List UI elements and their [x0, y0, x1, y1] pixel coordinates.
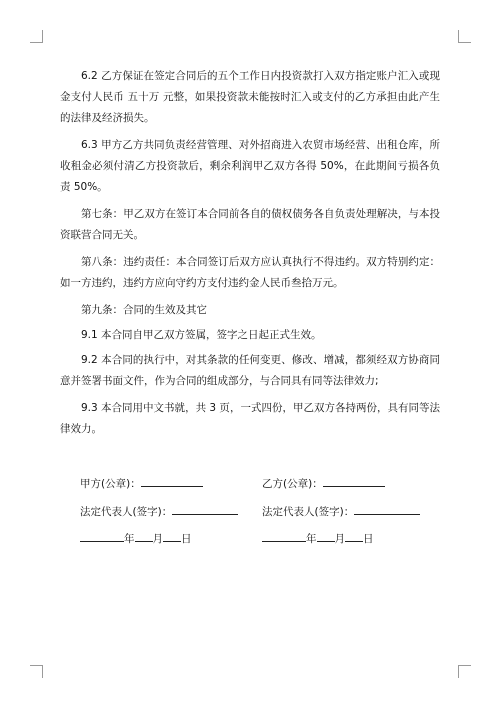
clause-6-2: 6.2 乙方保证在签定合同后的五个工作日内投资款打入双方指定账户汇入或现金支付人民币 五十万 元整，如果投资款未能按时汇入或支付的乙方承担由此产生的法律及经济损失。: [60, 70, 440, 124]
clause-9-1: 9.1 本合同自甲乙双方签属，签字之日起正式生效。: [81, 329, 322, 341]
date-a-year: 年: [124, 533, 135, 545]
rep-a-line: [172, 502, 238, 515]
party-a-seal-label: 甲方(公章)：: [80, 478, 141, 490]
rep-a: [80, 502, 238, 520]
date-b-year-line: [262, 529, 306, 542]
article-9-title: 第九条：合同的生效及其它: [81, 304, 207, 316]
party-a-seal: [80, 474, 203, 492]
date-a-day-line: [163, 529, 181, 542]
rep-b-line: [354, 502, 420, 515]
date-b-day: 日: [363, 533, 374, 545]
date-a-day: 日: [181, 533, 192, 545]
article-7: 第七条：甲乙双方在签订本合同前各自的债权债务各自负责处理解决，与本投资联营合同无关。: [60, 208, 440, 241]
date-b-day-line: [345, 529, 363, 542]
party-b-seal-label: 乙方(公章)：: [262, 478, 323, 490]
article-8: 第八条：违约责任：本合同签订后双方应认真执行不得违约。双方特别约定：如一方违约，违约方应向守约方支付违约金人民币叁拾万元。: [60, 256, 440, 289]
rep-b-label: 法定代表人(签字)：: [262, 506, 355, 518]
date-b-year: 年: [306, 533, 317, 545]
date-row: [80, 529, 440, 545]
date-a: [80, 529, 192, 547]
clause-9-2: 9.2 本合同的执行中，对其条款的任何变更、修改、增减，都须经双方协商同意并签署书面文件，作为合同的组成部分，与合同具有同等法律效力;: [60, 354, 440, 387]
clause-6-3: 6.3 甲方乙方共同负责经营管理、对外招商进入农贸市场经营、出租仓库，所收租金必须付清乙方投资款后，剩余利润甲乙双方各得 50%，在此期间亏损各负责 50%。: [60, 139, 440, 193]
signature-block: [80, 474, 440, 545]
seal-row: [80, 474, 440, 490]
crop-mark-bottom-right: [458, 665, 471, 678]
date-a-year-line: [80, 529, 124, 542]
date-a-month-line: [135, 529, 153, 542]
representative-row: [80, 502, 440, 518]
date-a-month: 月: [152, 533, 163, 545]
date-b-month: 月: [334, 533, 345, 545]
contract-body: [60, 66, 440, 446]
clause-9-3: 9.3 本合同用中文书就，共 3 页，一式四份，甲乙双方各持两份，具有同等法律效力。: [60, 402, 440, 435]
crop-mark-bottom-left: [30, 665, 43, 678]
crop-mark-top-left: [30, 30, 43, 43]
crop-mark-top-right: [458, 30, 471, 43]
date-b: [262, 529, 374, 547]
rep-b: [262, 502, 420, 520]
date-b-month-line: [317, 529, 335, 542]
rep-a-label: 法定代表人(签字)：: [80, 506, 173, 518]
party-b-seal: [262, 474, 385, 492]
party-b-seal-line: [323, 474, 385, 487]
party-a-seal-line: [141, 474, 203, 487]
